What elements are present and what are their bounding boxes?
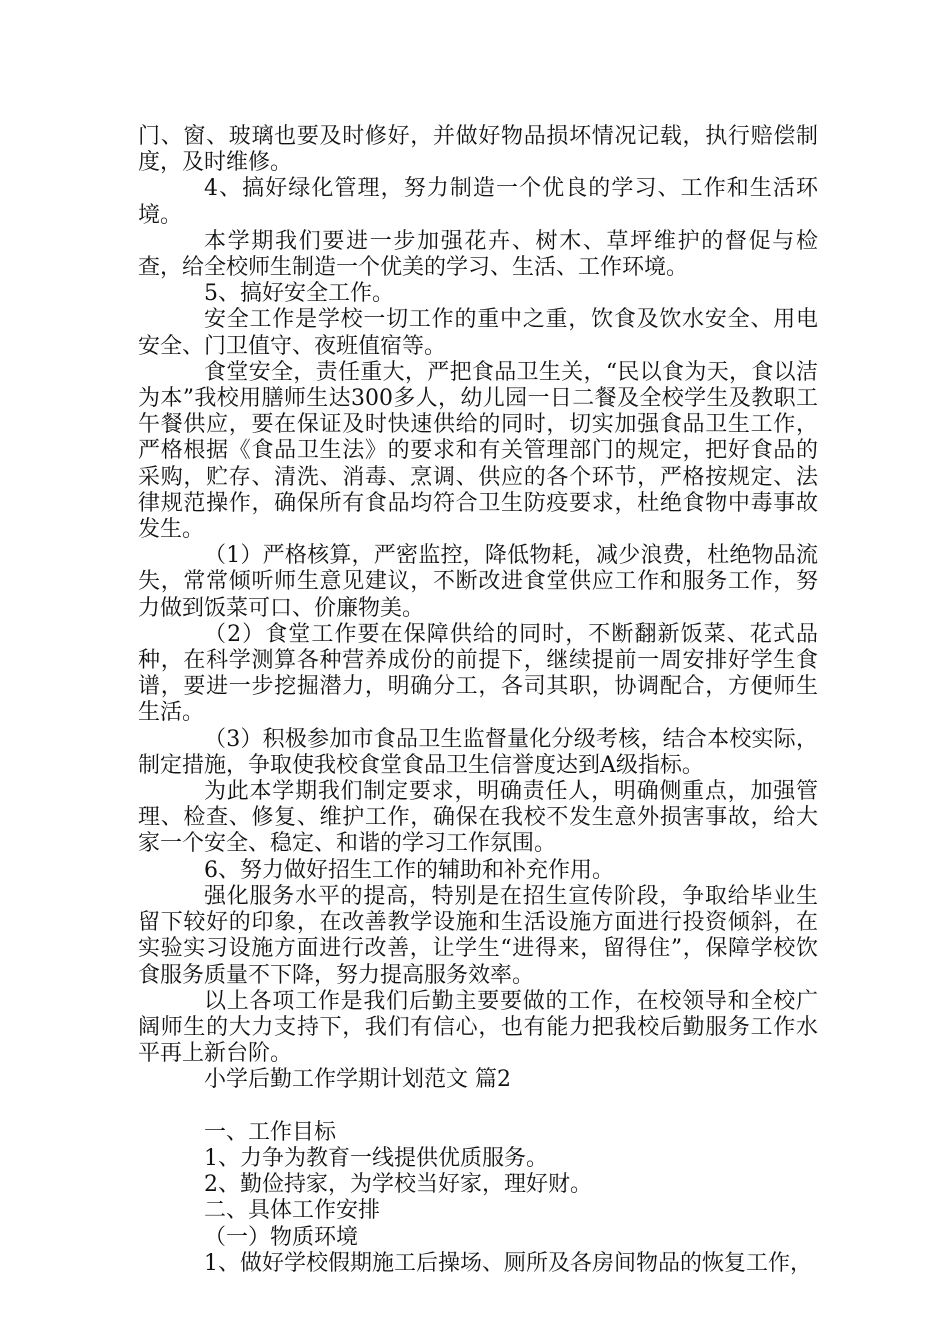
- paragraph-10: 为此本学期我们制定要求，明确责任人，明确侧重点，加强管理、检查、修复、维护工作，确保在我校不发生意外损害事故，给大家一个安全、稳定、和谐的学习工作氛围。: [138, 779, 818, 857]
- paragraph-13: 以上各项工作是我们后勤主要要做的工作，在校领导和全校广阔师生的大力支持下，我们有信心，也有能力把我校后勤服务工作水平再上新台阶。: [138, 988, 818, 1067]
- paragraph-12: 强化服务水平的提高，特别是在招生宣传阶段，争取给毕业生留下较好的印象，在改善教学设施和生活设施方面进行投资倾斜，在实验实习设施方面进行改善，让学生“进得来，留得住”，保障学校饮食服务质量不下降，努力提高服务效率。: [138, 883, 818, 988]
- blank-line: [138, 1094, 818, 1120]
- paragraph-1: 门、窗、玻璃也要及时修好，并做好物品损坏情况记载，执行赔偿制度，及时维修。: [138, 124, 818, 176]
- heading-work-arrangement: 二、具体工作安排: [204, 1198, 381, 1224]
- paragraph-2: 4、搞好绿化管理，努力制造一个优良的学习、工作和生活环境。: [138, 176, 818, 228]
- goal-item-1: 1、力争为教育一线提供优质服务。: [204, 1145, 548, 1171]
- paragraph-9: （3）积极参加市食品卫生监督量化分级考核，结合本校实际，制定措施，争取使我校食堂食品卫生信誉度达到A级指标。: [138, 726, 818, 778]
- arrangement-item-1: 1、做好学校假期施工后操场、厕所及各房间物品的恢复工作，: [204, 1250, 812, 1276]
- subheading-material-environment: （一）物质环境: [204, 1224, 359, 1250]
- paragraph-5: 安全工作是学校一切工作的重中之重，饮食及饮水安全、用电安全、门卫值守、夜班值宿等。: [138, 307, 818, 359]
- paragraph-6: 食堂安全，责任重大，严把食品卫生关，“民以食为天，食以洁为本”我校用膳师生达300多人，幼儿园一日二餐及全校学生及教职工午餐供应，要在保证及时快速供给的同时，切实加强食品卫生工作，严格根据《食品卫生法》的要求和有关管理部门的规定，把好食品的采购，贮存、清洗、消毒、烹调、供应的各个环节，严格按规定、法律规范操作，确保所有食品均符合卫生防疫要求，杜绝食物中毒事故发生。: [138, 359, 818, 543]
- document-body: [138, 124, 818, 1277]
- section-title-article-2: 小学后勤工作学期计划范文 篇2: [204, 1067, 511, 1093]
- paragraph-4: 5、搞好安全工作。: [204, 281, 394, 307]
- heading-work-goals: 一、工作目标: [204, 1119, 337, 1145]
- goal-item-2: 2、勤俭持家，为学校当好家，理好财。: [204, 1172, 592, 1198]
- paragraph-7: （1）严格核算，严密监控，降低物耗，减少浪费，杜绝物品流失，常常倾听师生意见建议，不断改进食堂供应工作和服务工作，努力做到饭菜可口、价廉物美。: [138, 543, 818, 621]
- paragraph-3: 本学期我们要进一步加强花卉、树木、草坪维护的督促与检查，给全校师生制造一个优美的学习、生活、工作环境。: [138, 228, 818, 281]
- paragraph-11: 6、努力做好招生工作的辅助和补充作用。: [204, 857, 614, 883]
- paragraph-8: （2）食堂工作要在保障供给的同时，不断翻新饭菜、花式品种，在科学测算各种营养成份的前提下，继续提前一周安排好学生食谱，要进一步挖掘潜力，明确分工，各司其职，协调配合，方便师生生活。: [138, 621, 818, 726]
